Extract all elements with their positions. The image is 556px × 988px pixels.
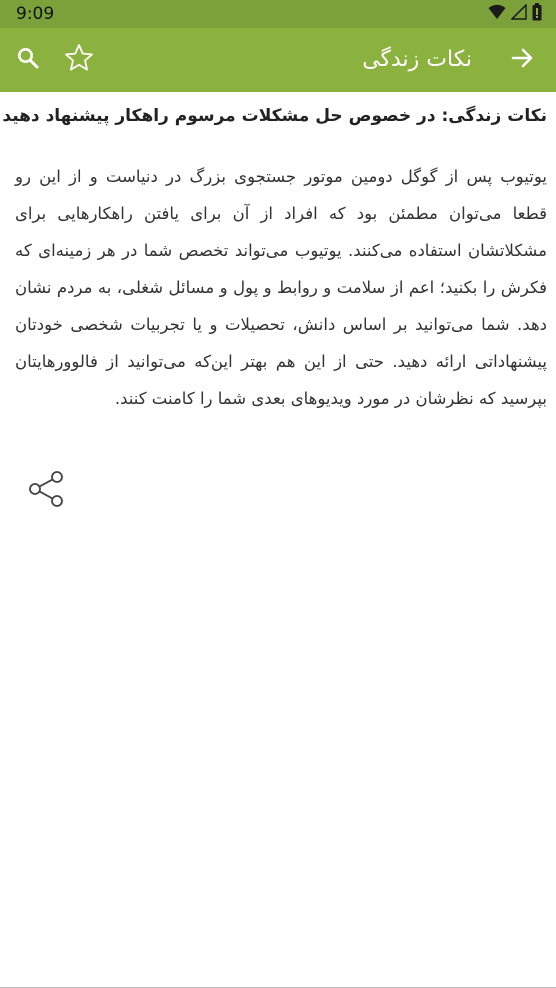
search-button[interactable] <box>4 36 52 84</box>
app-title: نکات زندگی <box>362 47 472 72</box>
back-button[interactable] <box>498 36 546 84</box>
status-bar <box>0 0 556 28</box>
back-arrow-icon <box>510 46 534 74</box>
signal-icon <box>511 4 527 24</box>
share-icon <box>27 469 67 513</box>
share-button[interactable] <box>24 468 70 514</box>
status-time: 9:09 <box>16 4 55 24</box>
star-icon <box>63 42 95 78</box>
article-title: نکات زندگی: در خصوص حل مشکلات مرسوم راهکار پیشنهاد دهید <box>2 106 547 126</box>
wifi-icon <box>488 4 506 24</box>
article-body: یوتیوب پس از گوگل دومین موتور جستجوی بزرگ در دنیاست و از این رو قطعا می‌توان مطمئن بود که افراد از آن برای یافتن راهکارهایی برای مشکلاتشان استفاده می‌کنند. یوتیوب می‌تواند تخصص شما در هر زمینه‌ای که فکرش را بکنید؛ اعم از سلامت و روابط و پول و مسائل شغلی، به مردم نشان دهد. شما می‌توانید بر اساس دانش، تحصیلات و یا تجربیات شخصی خودتان پیشنهاداتی ارائه دهید. حتی از این هم بهتر این‌که می‌توانید از فالوورهایتان بپرسید که نظرشان در مورد ویدیوهای بعدی شما را کامنت کنند. <box>15 167 547 408</box>
battery-icon <box>532 3 542 25</box>
search-icon <box>16 46 40 74</box>
status-icons <box>488 5 542 23</box>
favorite-button[interactable] <box>55 36 103 84</box>
app-bar <box>0 28 556 92</box>
